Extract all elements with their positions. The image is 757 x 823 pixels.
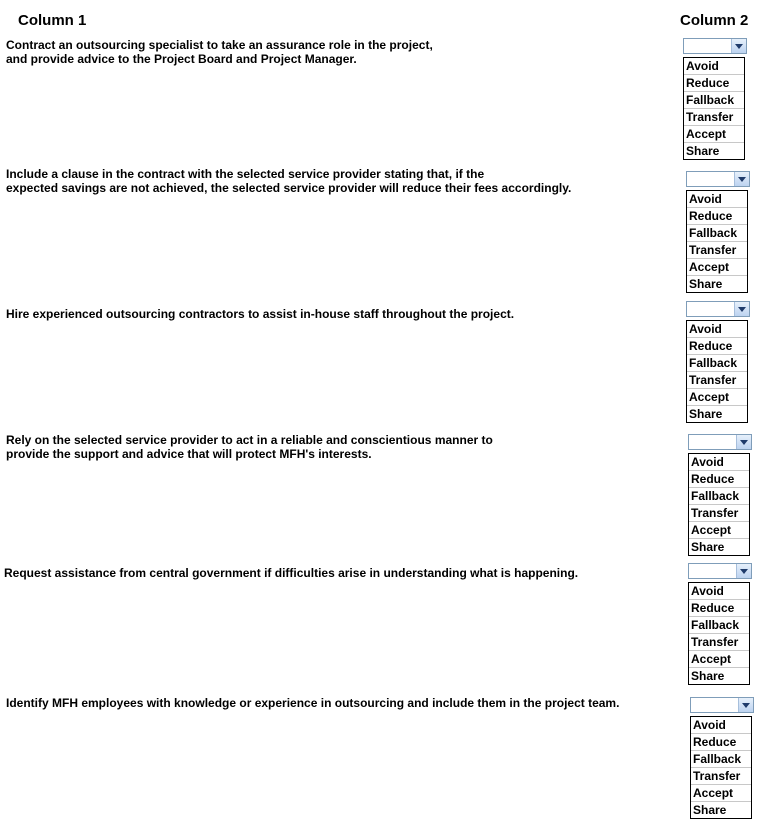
answer-dropdown-5: [688, 563, 752, 685]
option-share[interactable]: Share: [686, 144, 720, 158]
option-share[interactable]: Share: [691, 540, 725, 554]
option-accept[interactable]: Accept: [691, 785, 751, 802]
option-accept[interactable]: Accept: [687, 259, 747, 276]
option-share[interactable]: Share: [691, 669, 725, 683]
option-transfer[interactable]: Transfer: [687, 372, 747, 389]
chevron-down-icon[interactable]: [734, 302, 749, 316]
column-2-header: Column 2: [680, 12, 749, 29]
option-share[interactable]: Share: [689, 407, 723, 421]
dropdown-options: [686, 190, 748, 293]
dropdown-select[interactable]: [688, 434, 752, 450]
statement-1: Contract an outsourcing specialist to take an assurance role in the project, and provide advice to the Project Board and Project Manager.: [6, 38, 433, 66]
statement-3: Hire experienced outsourcing contractors to assist in-house staff throughout the project.: [6, 307, 515, 321]
option-avoid[interactable]: Avoid: [687, 321, 747, 338]
option-transfer[interactable]: Transfer: [687, 242, 747, 259]
option-transfer[interactable]: Transfer: [691, 768, 751, 785]
option-accept[interactable]: Accept: [689, 522, 749, 539]
option-avoid[interactable]: Avoid: [689, 583, 749, 600]
option-transfer[interactable]: Transfer: [684, 109, 744, 126]
answer-dropdown-3: [686, 301, 750, 423]
option-accept[interactable]: Accept: [689, 651, 749, 668]
statement-2: Include a clause in the contract with the selected service provider stating that, if the expected savings are not achieved, the selected service provider will reduce their fees accordingly.: [6, 167, 572, 195]
option-fallback[interactable]: Fallback: [689, 617, 749, 634]
dropdown-select[interactable]: [688, 563, 752, 579]
statement-5: Request assistance from central government if difficulties arise in understanding what is happening.: [4, 566, 579, 580]
chevron-down-icon[interactable]: [736, 435, 751, 449]
option-fallback[interactable]: Fallback: [687, 355, 747, 372]
chevron-down-icon[interactable]: [731, 39, 746, 53]
dropdown-options: [690, 716, 752, 819]
option-reduce[interactable]: Reduce: [684, 75, 744, 92]
dropdown-select[interactable]: [683, 38, 747, 54]
answer-dropdown-2: [686, 171, 750, 293]
option-fallback[interactable]: Fallback: [689, 488, 749, 505]
chevron-down-icon[interactable]: [736, 564, 751, 578]
column-1-header: Column 1: [18, 12, 87, 29]
statement-6: Identify MFH employees with knowledge or experience in outsourcing and include them in the project team.: [6, 696, 620, 710]
option-accept[interactable]: Accept: [687, 389, 747, 406]
option-transfer[interactable]: Transfer: [689, 634, 749, 651]
option-fallback[interactable]: Fallback: [687, 225, 747, 242]
chevron-down-icon[interactable]: [734, 172, 749, 186]
option-accept[interactable]: Accept: [684, 126, 744, 143]
option-fallback[interactable]: Fallback: [691, 751, 751, 768]
option-reduce[interactable]: Reduce: [689, 600, 749, 617]
dropdown-select[interactable]: [686, 301, 750, 317]
answer-dropdown-1: [683, 38, 747, 160]
chevron-down-icon[interactable]: [738, 698, 753, 712]
option-avoid[interactable]: Avoid: [689, 454, 749, 471]
option-avoid[interactable]: Avoid: [687, 191, 747, 208]
option-reduce[interactable]: Reduce: [691, 734, 751, 751]
statement-4: Rely on the selected service provider to act in a reliable and conscientious manner to provide the support and advice that will protect MFH's interests.: [6, 433, 493, 461]
option-reduce[interactable]: Reduce: [689, 471, 749, 488]
option-transfer[interactable]: Transfer: [689, 505, 749, 522]
option-share[interactable]: Share: [693, 803, 727, 817]
option-fallback[interactable]: Fallback: [684, 92, 744, 109]
option-share[interactable]: Share: [689, 277, 723, 291]
answer-dropdown-6: [690, 697, 754, 819]
dropdown-options: [688, 582, 750, 685]
answer-dropdown-4: [688, 434, 752, 556]
dropdown-options: [683, 57, 745, 160]
option-avoid[interactable]: Avoid: [684, 58, 744, 75]
option-avoid[interactable]: Avoid: [691, 717, 751, 734]
option-reduce[interactable]: Reduce: [687, 208, 747, 225]
dropdown-options: [688, 453, 750, 556]
dropdown-select[interactable]: [690, 697, 754, 713]
dropdown-select[interactable]: [686, 171, 750, 187]
dropdown-options: [686, 320, 748, 423]
option-reduce[interactable]: Reduce: [687, 338, 747, 355]
